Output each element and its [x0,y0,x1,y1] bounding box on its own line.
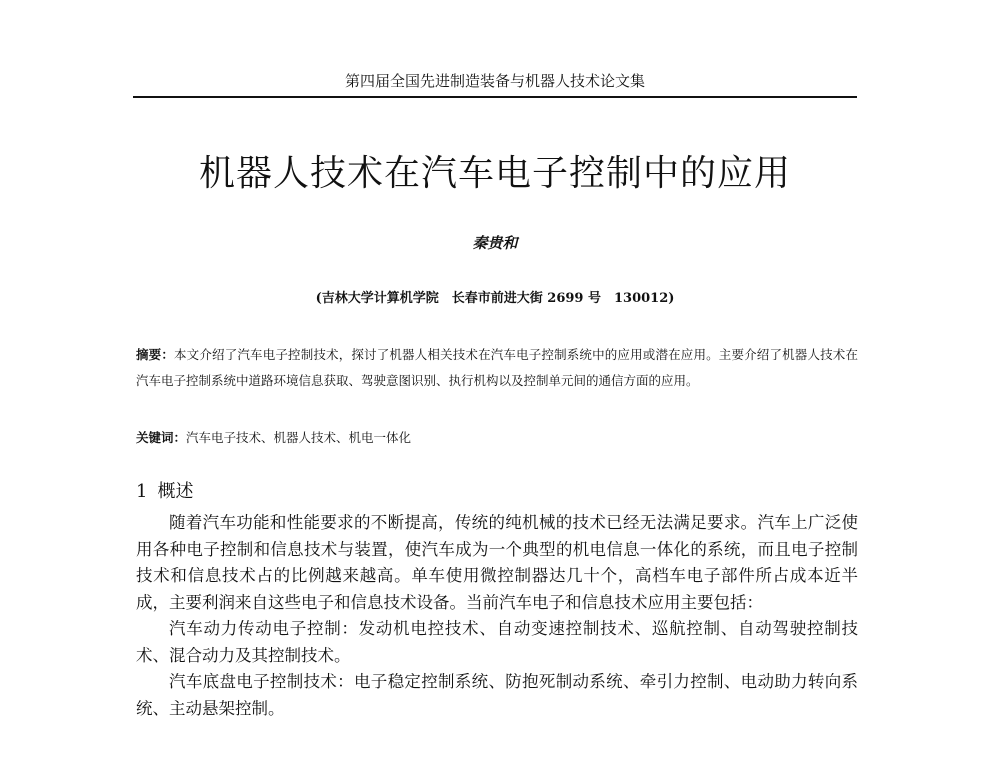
body-paragraph: 汽车动力传动电子控制：发动机电控技术、自动变速控制技术、巡航控制、自动驾驶控制技术、混合动力及其控制技术。 [136,619,858,665]
section-number: 1 [136,481,148,502]
author-affiliation: (吉林大学计算机学院 长春市前进大街 2699 号 130012) [315,291,675,306]
abstract-label: 摘要： [136,347,175,362]
keywords-label: 关键词： [136,430,187,445]
section-title: 概述 [157,481,194,502]
section-body [136,510,858,722]
running-head: 第四届全国先进制造装备与机器人技术论文集 [344,72,645,90]
keywords-text: 汽车电子技术、机器人技术、机电一体化 [186,430,412,445]
author-name: 秦贵和 [472,234,518,252]
body-paragraph: 汽车底盘电子控制技术：电子稳定控制系统、防抱死制动系统、牵引力控制、电动助力转向系统、主动悬架控制。 [136,672,858,718]
header-rule [133,96,857,98]
section-heading [136,478,193,506]
body-paragraph: 随着汽车功能和性能要求的不断提高，传统的纯机械的技术已经无法满足要求。汽车上广泛使用各种电子控制和信息技术与装置，使汽车成为一个典型的机电信息一体化的系统，而且电子控制技术和信息技术占的比例越来越高。单车使用微控制器达几十个，高档车电子部件所占成本近半成，主要利润来自这些电子和信息技术设备。当前汽车电子和信息技术应用主要包括： [136,513,858,612]
abstract [136,342,858,394]
abstract-text: 本文介绍了汽车电子控制技术，探讨了机器人相关技术在汽车电子控制系统中的应用或潜在应用。主要介绍了机器人技术在汽车电子控制系统中道路环境信息获取、驾驶意图识别、执行机构以及控制单元间的通信方面的应用。 [136,347,858,388]
keywords [136,426,858,450]
paper-title: 机器人技术在汽车电子控制中的应用 [198,153,791,194]
